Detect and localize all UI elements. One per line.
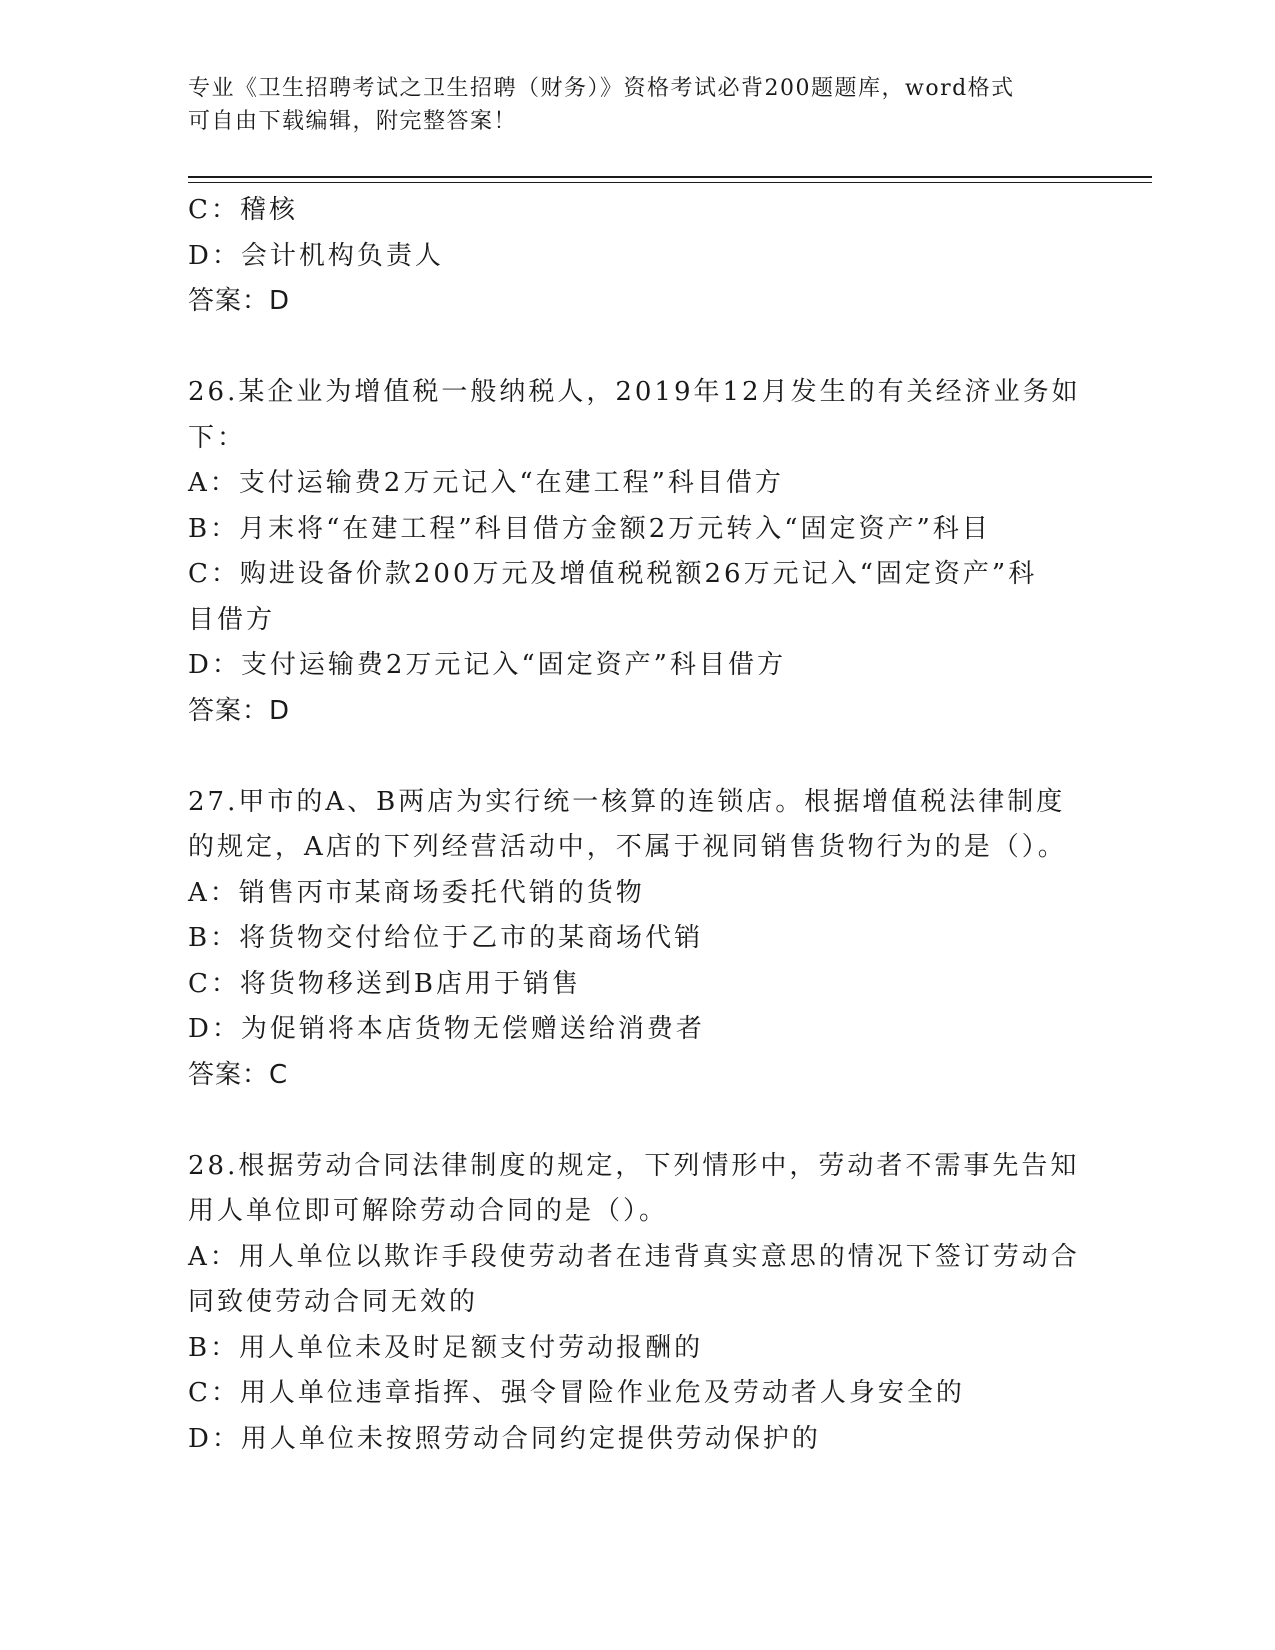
option-a: A：销售丙市某商场委托代销的货物 bbox=[188, 877, 645, 908]
question-25-tail bbox=[188, 188, 1088, 325]
header-title-line-1: 专业《卫生招聘考试之卫生招聘（财务）》资格考试必背200题题库，word格式 bbox=[188, 76, 1015, 101]
spacer bbox=[188, 1098, 1088, 1144]
option-d: D：为促销将本店货物无偿赠送给消费者 bbox=[188, 1014, 705, 1044]
page-header bbox=[188, 72, 1068, 138]
answer: 答案：D bbox=[188, 286, 291, 316]
header-divider-thick bbox=[188, 176, 1152, 178]
option-b: B：月末将“在建工程”科目借方金额2万元转入“固定资产”科目 bbox=[188, 513, 991, 544]
header-divider-thin bbox=[188, 182, 1152, 183]
option-a-continued: 同致使劳动合同无效的 bbox=[188, 1287, 479, 1317]
question-stem: 27.甲市的A、B两店为实行统一核算的连锁店。根据增值税法律制度 bbox=[188, 786, 1066, 817]
option-b: B：用人单位未及时足额支付劳动报酬的 bbox=[188, 1332, 704, 1363]
header-title-line-2: 可自由下载编辑，附完整答案！ bbox=[188, 109, 518, 134]
question-stem: 28.根据劳动合同法律制度的规定，下列情形中，劳动者不需事先告知 bbox=[188, 1150, 1080, 1181]
question-stem: 的规定，A店的下列经营活动中，不属于视同销售货物行为的是（）。 bbox=[188, 832, 1067, 862]
option-c: C：用人单位违章指挥、强令冒险作业危及劳动者人身安全的 bbox=[188, 1378, 965, 1408]
answer: 答案：D bbox=[188, 695, 291, 726]
option-d: D：支付运输费2万元记入“固定资产”科目借方 bbox=[188, 650, 786, 680]
option-c: C：稽核 bbox=[188, 195, 298, 225]
spacer bbox=[188, 734, 1088, 780]
question-stem: 26.某企业为增值税一般纳税人，2019年12月发生的有关经济业务如 bbox=[188, 377, 1081, 407]
option-b: B：将货物交付给位于乙市的某商场代销 bbox=[188, 923, 704, 953]
option-a: A：用人单位以欺诈手段使劳动者在违背真实意思的情况下签订劳动合 bbox=[188, 1241, 1080, 1272]
option-c: C：购进设备价款200万元及增值税税额26万元记入“固定资产”科 bbox=[188, 559, 1038, 589]
question-stem: 用人单位即可解除劳动合同的是（）。 bbox=[188, 1196, 669, 1226]
question-stem: 下： bbox=[188, 422, 247, 453]
option-d: D：会计机构负责人 bbox=[188, 240, 444, 271]
question-content bbox=[188, 188, 1088, 1462]
question-27 bbox=[188, 780, 1088, 1099]
option-c-continued: 目借方 bbox=[188, 604, 276, 635]
answer: 答案：C bbox=[188, 1059, 289, 1090]
option-a: A：支付运输费2万元记入“在建工程”科目借方 bbox=[188, 468, 784, 498]
question-28 bbox=[188, 1144, 1088, 1463]
option-d: D：用人单位未按照劳动合同约定提供劳动保护的 bbox=[188, 1423, 821, 1454]
spacer bbox=[188, 325, 1088, 371]
option-c: C：将货物移送到B店用于销售 bbox=[188, 968, 582, 999]
question-26 bbox=[188, 370, 1088, 734]
